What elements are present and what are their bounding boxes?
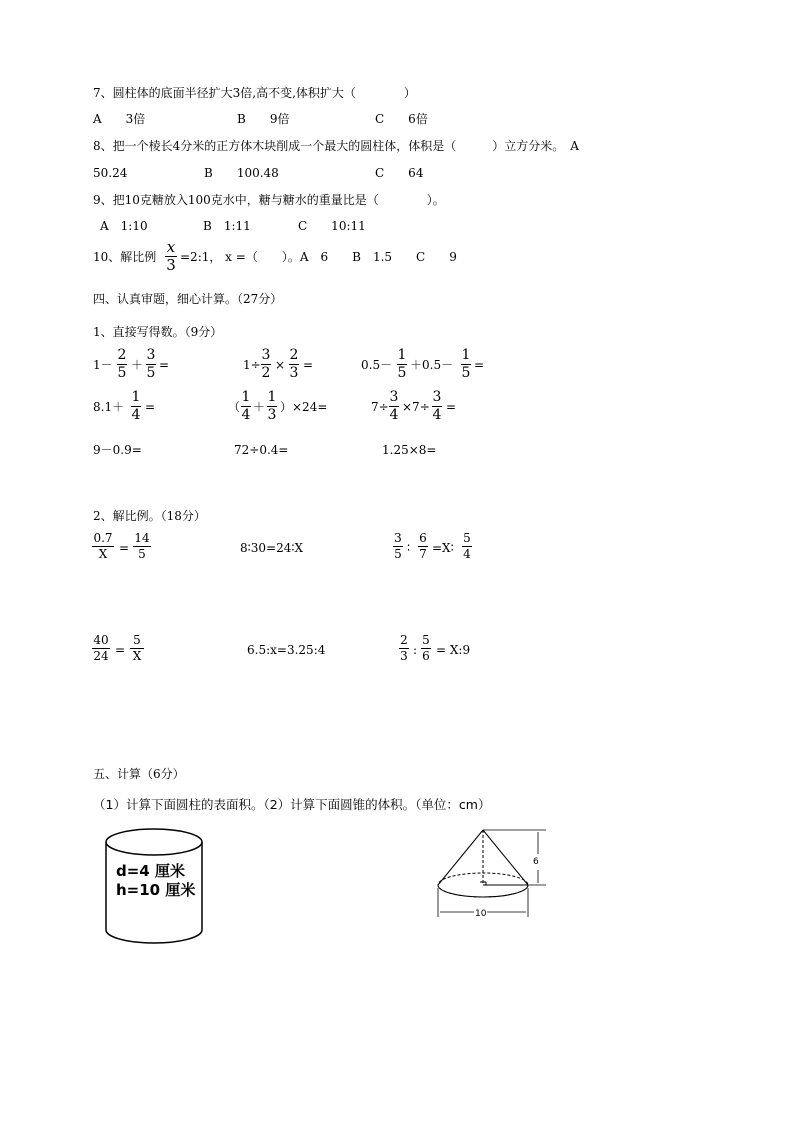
r1c2-tail: = xyxy=(303,358,314,372)
p4-frac2: 5 X xyxy=(130,633,144,664)
r1c3-frac1: 1 5 xyxy=(397,347,407,381)
proportion-5: 6.5:x=3.25:4 xyxy=(247,643,326,657)
q7-option-b: B 9倍 xyxy=(237,112,290,126)
question-9: 9、把10克糖放入100克水中，糖与糖水的重量比是（ ）。 xyxy=(93,193,445,207)
p1-frac2: 14 5 xyxy=(134,531,150,561)
r2c3-lead: 7÷ xyxy=(371,400,389,414)
r1c3-tail: = xyxy=(474,358,485,372)
section-4-2-title: 2、解比例。（18分） xyxy=(93,509,206,523)
r1c2-frac1: 3 2 xyxy=(261,347,271,381)
r1c2-op: × xyxy=(275,358,286,372)
cone-figure xyxy=(428,822,553,922)
p4-frac1: 40 24 xyxy=(93,633,109,663)
p6-colon: : xyxy=(413,643,418,657)
r1c3-frac2: 1 5 xyxy=(461,347,471,381)
q9-option-b: B 1:11 xyxy=(203,219,251,233)
r1c1-tail: = xyxy=(159,358,170,372)
q10-prefix: 10、解比例 xyxy=(93,250,157,264)
r2c3-tail: = xyxy=(446,400,457,414)
p3-frac2: 6 7 xyxy=(419,531,427,561)
q10-denominator: 3 xyxy=(166,256,176,274)
r1c1-op: ＋ xyxy=(131,358,144,372)
r1c2-lead: 1÷ xyxy=(243,358,261,372)
cylinder-height-label: h=10 厘米 xyxy=(116,881,196,899)
p3-frac1: 3 5 xyxy=(394,531,402,561)
r2c3-op: ×7÷ xyxy=(402,400,430,414)
section-5-description: （1）计算下面圆柱的表面积。（2）计算下面圆锥的体积。（单位：cm） xyxy=(93,797,491,812)
p3-colon: ∶ xyxy=(407,541,411,555)
cylinder-diameter-label: d=4 厘米 xyxy=(116,862,185,880)
r2c1-tail: = xyxy=(145,400,156,414)
r2c3-frac2: 3 4 xyxy=(432,389,442,423)
r2c2-lead: （ xyxy=(228,400,241,414)
cone-diameter-label: 10 xyxy=(474,906,487,922)
r1c1-frac1: 2 5 xyxy=(117,347,127,381)
p3-mid: =X∶ xyxy=(432,541,454,555)
r1c2-frac2: 2 3 xyxy=(289,347,299,381)
q7-option-c: C 6倍 xyxy=(375,112,428,126)
r2c1-lead: 8.1＋ xyxy=(93,400,125,414)
q9-option-c: C 10:11 xyxy=(298,219,366,233)
cone-height-label: 6 xyxy=(533,854,539,870)
r3c2: 72÷0.4= xyxy=(234,443,289,457)
p6-frac1: 2 3 xyxy=(400,633,408,663)
r1c3-lead: 0.5－ xyxy=(361,358,393,372)
q7-option-a: A 3倍 xyxy=(93,112,146,126)
r3c3: 1.25×8= xyxy=(382,443,437,457)
r1c1-lead: 1－ xyxy=(93,358,113,372)
r2c2-frac2: 1 3 xyxy=(267,389,277,423)
q9-option-a: A 1:10 xyxy=(100,219,148,233)
q10-suffix: =2:1， x =（ ）。A 6 B 1.5 C 9 xyxy=(180,250,457,264)
p4-eq: = xyxy=(115,643,126,657)
p6-frac2: 5 6 xyxy=(422,633,430,663)
q8-option-b: B 100.48 xyxy=(204,166,279,180)
q8-option-a: 50.24 xyxy=(93,166,128,180)
r1c1-frac2: 3 5 xyxy=(146,347,156,381)
question-8: 8、把一个棱长4分米的正方体木块削成一个最大的圆柱体，体积是（ ）立方分米。 A xyxy=(93,139,579,153)
r1c3-op: ＋0.5－ xyxy=(410,358,454,372)
r2c1-frac1: 1 4 xyxy=(131,389,141,423)
q8-option-c: C 64 xyxy=(375,166,424,180)
section-4-title: 四、认真审题，细心计算。（27分） xyxy=(93,292,283,306)
p3-frac3: 5 4 xyxy=(463,531,471,561)
q10-numerator: x xyxy=(166,238,176,256)
section-5-title: 五、计算（6分） xyxy=(93,767,185,781)
r2c2-op: ＋ xyxy=(253,400,266,414)
p6-tail: = X:9 xyxy=(436,643,471,657)
section-4-1-title: 1、直接写得数。（9分） xyxy=(93,325,223,339)
r2c3-frac1: 3 4 xyxy=(389,389,399,423)
p1-eq: = xyxy=(119,541,130,555)
question-7: 7、圆柱体的底面半径扩大3倍,高不变,体积扩大（ ） xyxy=(93,86,416,100)
proportion-2: 8∶30=24∶X xyxy=(240,541,304,555)
q10-fraction xyxy=(164,239,178,274)
r2c2-frac1: 1 4 xyxy=(241,389,251,423)
r3c1: 9－0.9= xyxy=(93,443,142,457)
r2c2-tail: ）×24= xyxy=(280,400,328,414)
p1-frac1: 0.7 X xyxy=(93,531,113,561)
